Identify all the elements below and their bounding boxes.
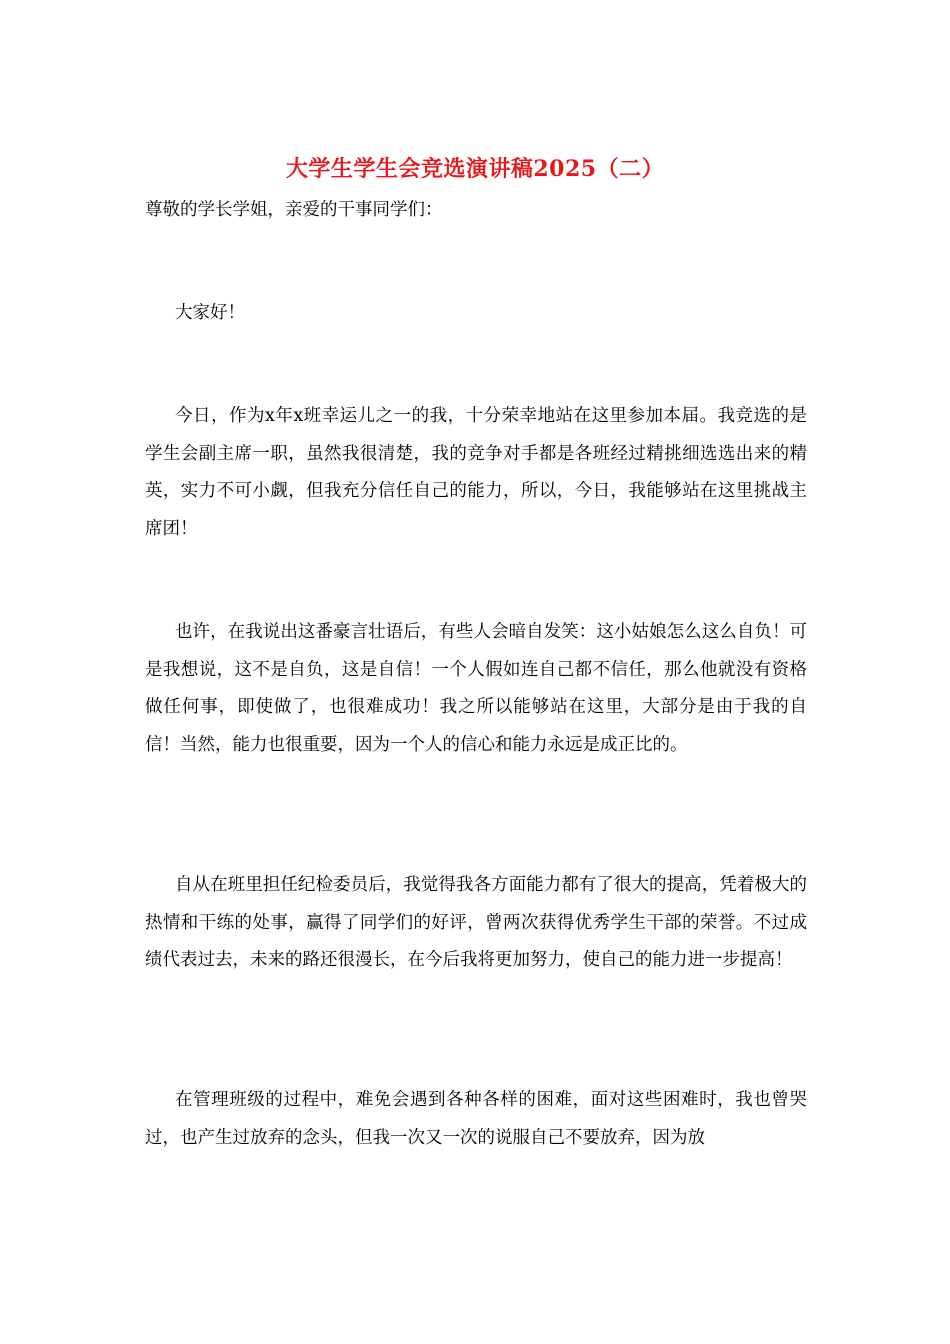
paragraph-2: 也许，在我说出这番豪言壮语后，有些人会暗自发笑：这小姑娘怎么这么自负！可是我想说，这不是自负，这是自信！一个人假如连自己都不信任，那么他就没有资格做任何事，即使做了，也很难成功！我之所以能够站在这里，大部分是由于我的自信！当然，能力也很重要，因为一个人的信心和能力永远是成正比的。: [145, 622, 807, 755]
salutation: 尊敬的学长学姐，亲爱的干事同学们：: [145, 200, 443, 220]
paragraph-greeting: 大家好！: [175, 303, 245, 323]
document-title: 大学生学生会竞选演讲稿2025（二）: [285, 156, 665, 182]
paragraph-3: 自从在班里担任纪检委员后，我觉得我各方面能力都有了很大的提高，凭着极大的热情和干练的处事，赢得了同学们的好评，曾两次获得优秀学生干部的荣誉。不过成绩代表过去，未来的路还很漫长，在今后我将更加努力，使自己的能力进一步提高！: [145, 875, 807, 970]
paragraph-4: 在管理班级的过程中，难免会遇到各种各样的困难，面对这些困难时，我也曾哭过，也产生过放弃的念头，但我一次又一次的说服自己不要放弃，因为放: [145, 1090, 807, 1148]
paragraph-1: 今日，作为x年x班幸运儿之一的我，十分荣幸地站在这里参加本届。我竞选的是学生会副主席一职，虽然我很清楚，我的竞争对手都是各班经过精挑细选选出来的精英，实力不可小觑，但我充分信任自己的能力，所以，今日，我能够站在这里挑战主席团！: [145, 406, 807, 539]
